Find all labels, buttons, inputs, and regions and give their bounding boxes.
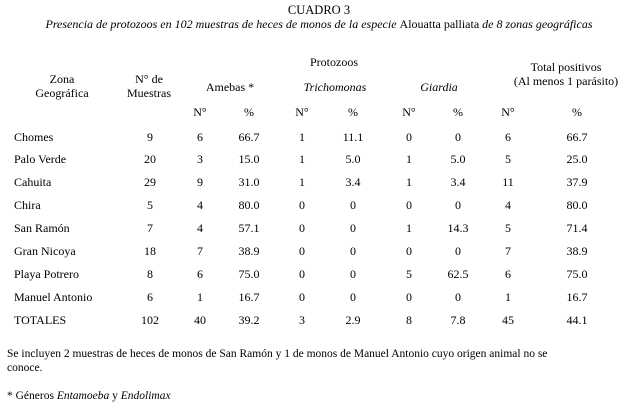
table-subtitle [46,17,593,32]
cell-gia-pct: 0 [455,198,461,212]
cell-zona: Palo Verde [14,152,67,166]
cell-tot-pct: 75.0 [566,267,588,281]
cell-gia-pct: 3.4 [450,175,466,189]
cell-muestras: 5 [147,198,153,212]
cell-zona: Chomes [14,130,54,144]
cell-muestras: 6 [147,290,153,304]
cell-zona: TOTALES [14,313,67,327]
header-trichomonas: Trichomonas [303,80,367,94]
cell-gia-pct: 0 [455,244,461,258]
cell-tot-pct: 16.7 [566,290,588,304]
cell-zona: San Ramón [14,221,70,235]
cell-zona: Manuel Antonio [14,290,93,304]
cell-tri-pct: 0 [350,290,356,304]
cell-tri-n: 1 [299,152,305,166]
cell-muestras: 29 [144,175,156,189]
cell-muestras: 7 [147,221,153,235]
cell-gia-pct: 5.0 [450,152,466,166]
footnote-2-genus2: Endolimax [120,390,171,402]
subheader-tot-pct: % [572,105,582,119]
cell-tri-n: 0 [299,244,305,258]
cell-amebas-pct: 16.7 [238,290,260,304]
cell-amebas-pct: 15.0 [238,152,260,166]
subheader-amebas-pct: % [244,105,254,119]
cell-amebas-pct: 80.0 [238,198,260,212]
cell-tri-pct: 0 [350,221,356,235]
cell-tri-pct: 5.0 [345,152,361,166]
header-zona-line2: Geográfica [35,86,89,100]
cell-tri-n: 1 [299,130,305,144]
cell-tri-n: 3 [299,313,305,327]
cell-gia-n: 8 [406,313,412,327]
cell-tri-n: 0 [299,290,305,304]
cell-gia-pct: 7.8 [450,313,466,327]
cell-amebas-n: 1 [197,290,203,304]
cell-tot-pct: 38.9 [566,244,588,258]
cell-amebas-pct: 57.1 [238,221,260,235]
footnote-1-line1: Se incluyen 2 muestras de heces de monos de San Ramón y 1 de monos de Manuel Antonio cuyo origen animal no se [7,348,548,360]
cell-tri-pct: 0 [350,244,356,258]
cell-amebas-pct: 75.0 [238,267,260,281]
header-amebas: Amebas * [205,80,255,94]
subtitle-part1: Presencia de protozoos en 102 muestras de heces de monos de la especie [45,17,397,31]
subheader-gia-n: N° [402,105,416,119]
cell-muestras: 9 [147,130,153,144]
cell-tri-pct: 3.4 [345,175,361,189]
table-title: CUADRO 3 [287,3,351,17]
cell-muestras: 18 [144,244,156,258]
cell-tri-n: 1 [299,175,305,189]
cell-tot-pct: 80.0 [566,198,588,212]
cell-tot-n: 7 [505,244,511,258]
header-zona-line1: Zona [49,72,75,86]
cell-amebas-n: 9 [197,175,203,189]
cell-muestras: 8 [147,267,153,281]
subheader-tri-pct: % [348,105,358,119]
cell-gia-n: 0 [406,290,412,304]
cell-tot-pct: 71.4 [566,221,588,235]
footnote-2-genus1: Entamoeba [56,390,110,402]
cell-tri-pct: 2.9 [345,313,361,327]
cell-tri-n: 0 [299,221,305,235]
cell-amebas-pct: 39.2 [238,313,260,327]
cell-amebas-n: 3 [197,152,203,166]
cell-amebas-pct: 31.0 [238,175,260,189]
cell-tot-n: 6 [505,267,511,281]
cell-tot-pct: 66.7 [566,130,588,144]
cell-tot-n: 11 [502,175,514,189]
cell-amebas-n: 6 [197,267,203,281]
cell-tot-n: 5 [505,152,511,166]
cell-gia-n: 0 [406,198,412,212]
footnote-2-and: y [112,390,118,402]
cell-gia-pct: 0 [455,290,461,304]
cell-gia-pct: 14.3 [447,221,469,235]
cell-amebas-n: 40 [194,313,206,327]
cell-tri-pct: 0 [350,267,356,281]
cell-gia-n: 5 [406,267,412,281]
header-giardia: Giardia [420,80,458,94]
subheader-tot-n: N° [501,105,515,119]
cell-amebas-pct: 66.7 [238,130,260,144]
cell-tot-n: 1 [505,290,511,304]
header-muestras-line2: Muestras [127,86,171,100]
subheader-amebas-n: N° [193,105,207,119]
footnote-2 [7,390,171,402]
cell-gia-pct: 62.5 [447,267,469,281]
cell-tri-n: 0 [299,267,305,281]
cell-amebas-n: 4 [197,198,203,212]
header-total-line1: Total positivos [530,60,602,74]
header-protozoos: Protozoos [310,55,358,69]
cell-tot-n: 45 [502,313,514,327]
cell-tot-n: 6 [505,130,511,144]
cell-amebas-n: 4 [197,221,203,235]
subheader-tri-n: N° [295,105,309,119]
cell-tot-pct: 37.9 [566,175,588,189]
cell-tri-n: 0 [299,198,305,212]
cell-muestras: 102 [141,313,159,327]
cell-gia-n: 1 [406,152,412,166]
subtitle-species: Alouatta palliata [399,17,480,31]
cell-tot-pct: 44.1 [566,313,588,327]
cell-gia-n: 1 [406,175,412,189]
cell-zona: Cahuita [14,175,52,189]
footnote-2-prefix: * Géneros [7,390,54,402]
cell-zona: Chira [14,198,41,212]
cell-gia-pct: 0 [455,130,461,144]
cell-tot-pct: 25.0 [566,152,588,166]
footnote-1-line2: conoce. [7,362,43,374]
cell-gia-n: 0 [406,244,412,258]
cell-muestras: 20 [144,152,156,166]
cell-gia-n: 1 [406,221,412,235]
cell-gia-n: 0 [406,130,412,144]
cell-tri-pct: 11.1 [342,130,364,144]
cell-tot-n: 5 [505,221,511,235]
cell-amebas-n: 7 [197,244,203,258]
cell-zona: Gran Nicoya [14,244,76,258]
header-total-line2: (Al menos 1 parásito) [513,74,619,88]
cell-amebas-n: 6 [197,130,203,144]
subtitle-part2: de 8 zonas geográficas [482,17,593,31]
cell-zona: Playa Potrero [14,267,79,281]
cell-amebas-pct: 38.9 [238,244,260,258]
cell-tot-n: 4 [505,198,511,212]
cell-tri-pct: 0 [350,198,356,212]
header-muestras-line1: N° de [135,72,163,86]
subheader-gia-pct: % [453,105,463,119]
